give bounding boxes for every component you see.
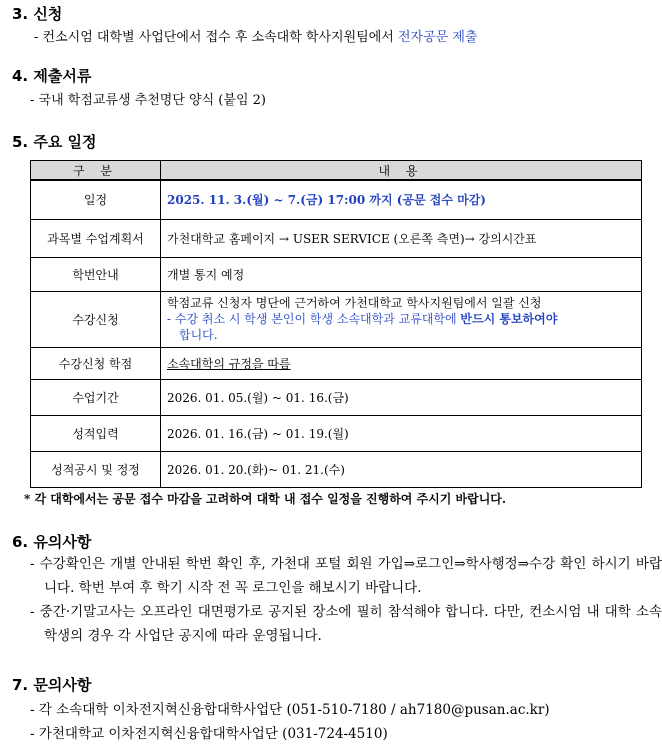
row-label-class-period: 수업기간 [31, 379, 161, 415]
section-4-line: - 국내 학점교류생 추천명단 양식 (붙임 2) [30, 93, 266, 108]
section-7-line-2: - 가천대학교 이차전지혁신융합대학사업단 (031-724-4510) [30, 726, 388, 742]
table-header-row [31, 161, 642, 181]
row-value-grade-announce: 2026. 01. 20.(화)~ 01. 21.(수) [161, 451, 642, 487]
row-value-grade-input: 2026. 01. 16.(금) ~ 01. 19.(월) [161, 415, 642, 451]
row-label-schedule: 일정 [31, 180, 161, 219]
row-label-registration: 수강신청 [31, 291, 161, 347]
row-value-student-id: 개별 통지 예정 [161, 257, 642, 291]
registration-line-2-text: - 수강 취소 시 학생 본인이 학생 소속대학과 교류대학에 [167, 312, 461, 326]
section-5-title: 5. 주요 일정 [12, 133, 97, 151]
schedule-table [30, 160, 642, 488]
schedule-note: * 각 대학에서는 공문 접수 마감을 고려하여 대학 내 접수 일정을 진행하여 주시기 바랍니다. [24, 492, 507, 506]
table-row [31, 180, 642, 219]
section-3-text: - 컨소시엄 대학별 사업단에서 접수 후 소속대학 학사지원팀에서 [34, 30, 398, 45]
registration-line-1: 학점교류 신청자 명단에 근거하여 가천대학교 학사지원팀에서 일괄 신청 [167, 296, 542, 310]
table-row [31, 291, 642, 347]
section-3-title: 3. 신청 [12, 5, 63, 23]
section-6-para-2: - 중간·기말고사는 오프라인 대면평가로 공지된 장소에 필히 참석해야 합니다. 다만, 컨소시엄 내 대학 소속학생의 경우 각 사업단 공지에 따라 운영됩니다. [30, 604, 662, 644]
row-value-schedule: 2025. 11. 3.(월) ~ 7.(금) 17:00 까지 (공문 접수 마감) [161, 180, 642, 219]
row-label-student-id: 학번안내 [31, 257, 161, 291]
section-6-title: 6. 유의사항 [12, 533, 92, 551]
row-label-grade-input: 성적입력 [31, 415, 161, 451]
registration-line-3: 합니다. [179, 328, 218, 342]
section-7-title: 7. 문의사항 [12, 676, 92, 694]
row-value-credits: 소속대학의 규정을 따름 [161, 347, 642, 379]
section-6-para-1: - 수강확인은 개별 안내된 학번 확인 후, 가천대 포털 회원 가입⇒로그인⇒학사행정⇒수강 확인 하시기 바랍니다. 학번 부여 후 학기 시작 전 꼭 로그인을 해보시기 바랍니다. [30, 556, 662, 596]
row-value-registration [161, 291, 642, 347]
row-value-class-period: 2026. 01. 05.(월) ~ 01. 16.(금) [161, 379, 642, 415]
table-row [31, 347, 642, 379]
row-label-grade-announce: 성적공시 및 정정 [31, 451, 161, 487]
registration-line-2-bold: 반드시 통보하여야 [460, 312, 558, 326]
table-row [31, 415, 642, 451]
section-3-highlight: 전자공문 제출 [397, 30, 478, 45]
table-row [31, 257, 642, 291]
registration-line-2 [167, 311, 635, 327]
row-label-credits: 수강신청 학점 [31, 347, 161, 379]
row-label-syllabus: 과목별 수업계획서 [31, 219, 161, 257]
section-3-line [34, 26, 477, 45]
row-value-syllabus: 가천대학교 홈페이지 → USER SERVICE (오른쪽 측면)→ 강의시간표 [161, 219, 642, 257]
table-row [31, 219, 642, 257]
section-4-title: 4. 제출서류 [12, 67, 92, 85]
section-7-line-1: - 각 소속대학 이차전지혁신융합대학사업단 (051-510-7180 / ah7180@pusan.ac.kr) [30, 702, 550, 718]
table-row [31, 451, 642, 487]
header-content: 내 용 [161, 161, 642, 181]
header-category: 구 분 [31, 161, 161, 181]
table-row [31, 379, 642, 415]
